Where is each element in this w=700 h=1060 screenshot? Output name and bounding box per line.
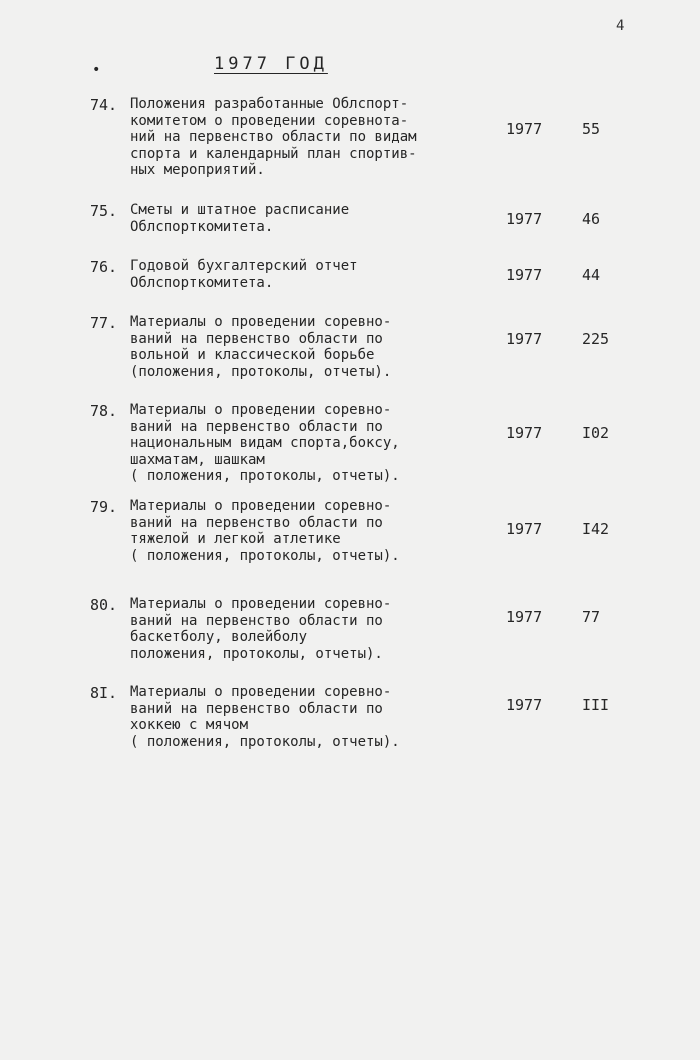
entry-line: национальным видам спорта,боксу,	[130, 435, 400, 451]
entry-line: ных мероприятий.	[130, 162, 265, 178]
entry-sheet-count: 55	[582, 120, 601, 138]
entry-line: Материалы о проведении соревно-	[130, 596, 392, 612]
inventory-entry	[90, 498, 650, 588]
entry-number: 76.	[90, 258, 118, 276]
entry-description	[130, 314, 470, 380]
inventory-entry	[90, 596, 650, 686]
entry-description	[130, 96, 470, 179]
page-heading: 1977 ГОД	[214, 54, 328, 74]
entry-line: баскетболу, волейболу	[130, 629, 308, 645]
entry-line: ваний на первенство области по	[130, 612, 383, 629]
entry-number: 77.	[90, 314, 118, 332]
entry-line: ний на первенство области по видам	[130, 129, 417, 145]
entry-line: спорта и календарный план спортив-	[130, 145, 417, 162]
entry-line: Положения разработанные Облспорт-	[130, 96, 409, 112]
entry-line: Облспорткомитета.	[130, 274, 274, 291]
inventory-entry	[90, 402, 650, 492]
entry-line: ( положения, протоколы, отчеты).	[130, 547, 400, 564]
entry-sheet-count: 44	[582, 266, 601, 284]
entry-sheet-count: III	[582, 696, 610, 714]
entry-sheet-count: 77	[582, 608, 601, 626]
entry-line: хоккею с мячом	[130, 717, 249, 733]
entry-line: ваний на первенство области по	[130, 418, 383, 435]
entry-sheet-count: 46	[582, 210, 601, 228]
entry-line: вольной и классической борьбе	[130, 347, 375, 363]
entry-line: ( положения, протоколы, отчеты).	[130, 733, 400, 750]
entry-line: Материалы о проведении соревно-	[130, 498, 392, 514]
inventory-entry	[90, 96, 650, 186]
entry-line: Материалы о проведении соревно-	[130, 314, 392, 330]
entry-description	[130, 402, 470, 485]
entry-line: (положения, протоколы, отчеты).	[130, 363, 392, 380]
entry-number: 8I.	[90, 684, 118, 702]
entry-line: Сметы и штатное расписание	[130, 202, 350, 218]
entry-description	[130, 596, 470, 662]
entry-line: шахматам, шашкам	[130, 451, 265, 468]
entry-number: 74.	[90, 96, 118, 114]
entry-year: 1977	[506, 266, 543, 284]
entry-number: 79.	[90, 498, 118, 516]
entry-line: комитетом о проведении соревнота-	[130, 112, 409, 129]
entry-year: 1977	[506, 210, 543, 228]
entry-sheet-count: 225	[582, 330, 610, 348]
entry-year: 1977	[506, 424, 543, 442]
entry-sheet-count: I42	[582, 520, 610, 538]
entry-description	[130, 684, 470, 750]
page-number: 4	[616, 18, 625, 34]
entry-year: 1977	[506, 520, 543, 538]
entry-line: положения, протоколы, отчеты).	[130, 645, 383, 662]
inventory-entry	[90, 314, 650, 404]
inventory-entry	[90, 684, 650, 774]
entry-number: 80.	[90, 596, 118, 614]
entry-number: 78.	[90, 402, 118, 420]
entry-number: 75.	[90, 202, 118, 220]
entry-line: Годовой бухгалтерский отчет	[130, 258, 358, 274]
entry-line: тяжелой и легкой атлетике	[130, 531, 341, 547]
entry-line: Материалы о проведении соревно-	[130, 684, 392, 700]
entry-description	[130, 202, 470, 235]
entry-year: 1977	[506, 608, 543, 626]
entry-description	[130, 498, 470, 564]
entry-year: 1977	[506, 120, 543, 138]
entry-year: 1977	[506, 696, 543, 714]
entry-description	[130, 258, 470, 291]
entry-line: ( положения, протоколы, отчеты).	[130, 468, 400, 484]
heading-dot: •	[92, 62, 101, 78]
entry-sheet-count: I02	[582, 424, 610, 442]
entry-line: Облспорткомитета.	[130, 218, 274, 235]
entry-line: ваний на первенство области по	[130, 330, 383, 347]
entry-year: 1977	[506, 330, 543, 348]
entry-line: Материалы о проведении соревно-	[130, 402, 392, 418]
entry-line: ваний на первенство области по	[130, 700, 383, 717]
entry-line: ваний на первенство области по	[130, 514, 383, 531]
